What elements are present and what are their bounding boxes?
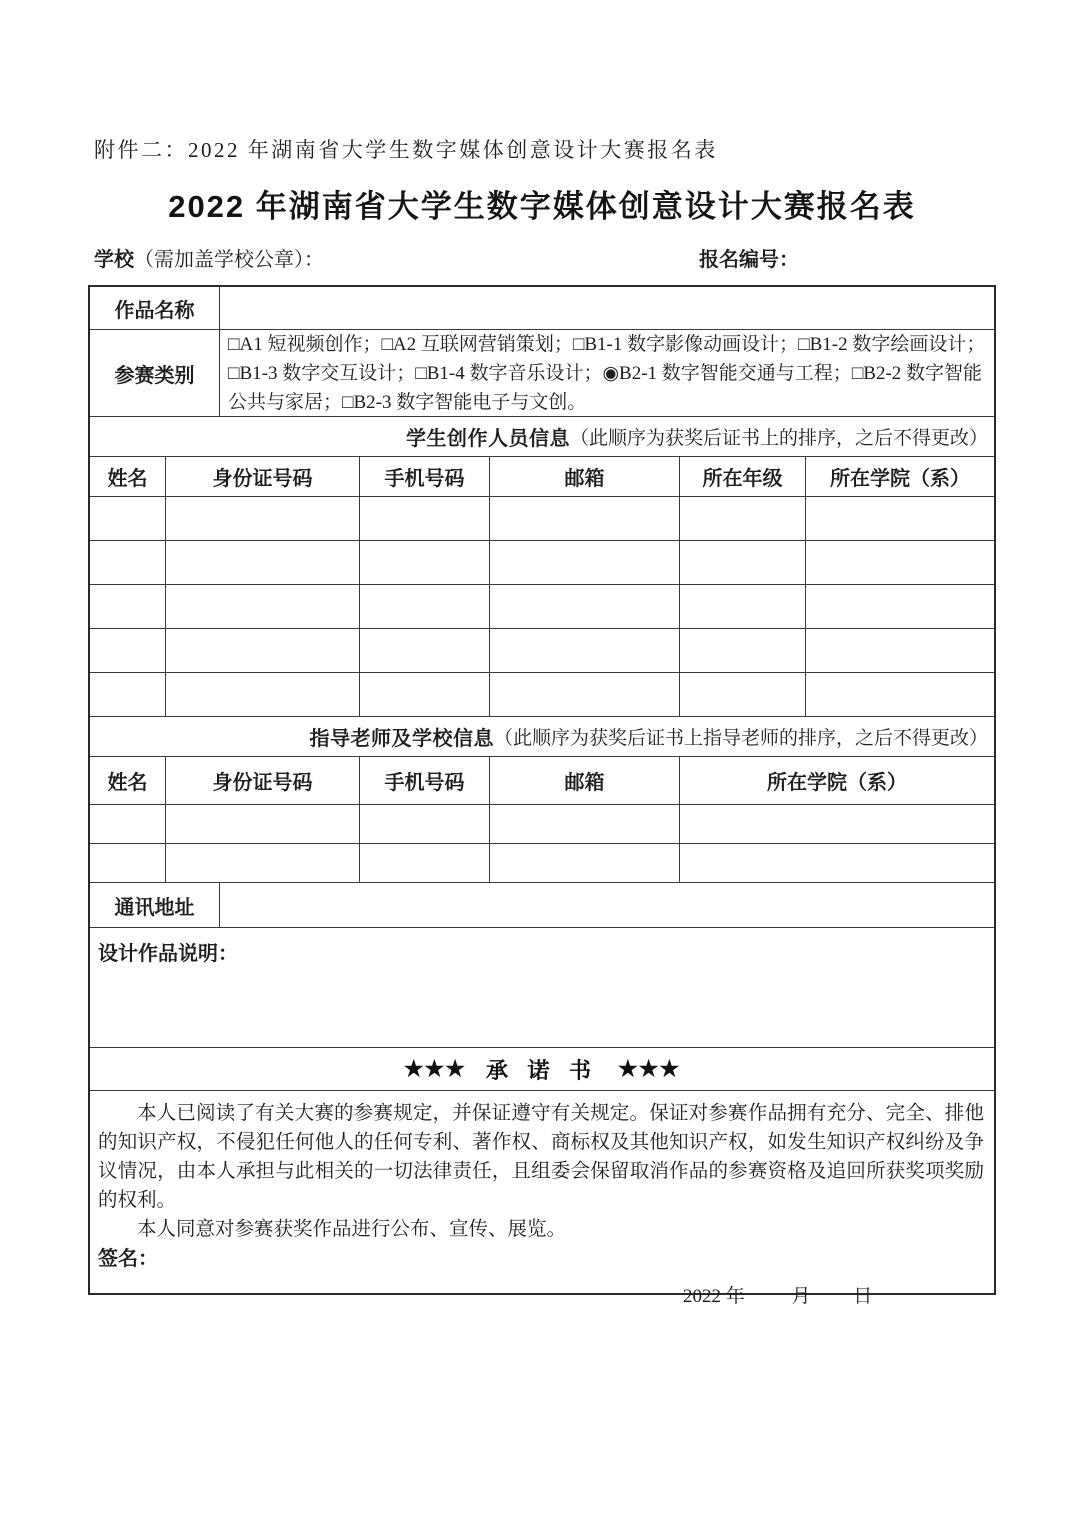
teacher-empty-cell xyxy=(680,805,994,843)
school-note: （需加盖学校公章）： xyxy=(134,249,324,271)
student-row-3 xyxy=(90,585,994,629)
student-empty-cell xyxy=(490,541,680,584)
teachers-header-row xyxy=(90,757,994,805)
school-label: 学校 xyxy=(94,249,134,271)
student-empty-cell xyxy=(680,541,806,584)
school-line xyxy=(94,247,996,274)
student-empty-cell xyxy=(166,585,360,628)
teacher-row-2 xyxy=(90,844,994,883)
teacher-row-1 xyxy=(90,805,994,844)
students-col-header-3: 手机号码 xyxy=(360,457,490,496)
description-row xyxy=(90,928,994,1048)
students-rows xyxy=(90,497,994,717)
promise-paragraph-2: 本人同意对参赛获奖作品进行公布、宣传、展览。 xyxy=(137,1219,567,1240)
teachers-col-header-2: 身份证号码 xyxy=(166,757,360,804)
student-empty-cell xyxy=(90,585,166,628)
teachers-section-title: 指导老师及学校信息 xyxy=(309,728,494,750)
date-month: 月 xyxy=(791,1286,811,1307)
student-empty-cell xyxy=(680,629,806,672)
student-empty-cell xyxy=(680,497,806,540)
page-content xyxy=(88,0,996,1307)
date-line xyxy=(683,1282,984,1311)
form-table xyxy=(88,285,996,1307)
promise-title-row xyxy=(90,1048,994,1091)
date-day: 日 xyxy=(853,1286,873,1307)
teacher-empty-cell xyxy=(166,805,360,843)
student-empty-cell xyxy=(680,585,806,628)
page-title: 2022 年湖南省大学生数字媒体创意设计大赛报名表 xyxy=(168,189,916,224)
description-cell xyxy=(90,928,994,1047)
teachers-col-header-5: 所在学院（系） xyxy=(767,772,907,794)
promise-title xyxy=(90,1048,994,1090)
promise-body-row xyxy=(90,1091,994,1307)
student-row-5 xyxy=(90,673,994,717)
address-label: 通讯地址 xyxy=(90,883,220,927)
student-empty-cell xyxy=(490,673,680,716)
students-col-header-5: 所在年级 xyxy=(680,457,806,496)
students-col-header-1: 姓名 xyxy=(90,457,166,496)
date-year: 2022 年 xyxy=(683,1286,745,1307)
students-col-header-4: 邮箱 xyxy=(490,457,680,496)
student-empty-cell xyxy=(360,585,490,628)
category-option-A2: □A2 互联网营销策划； xyxy=(381,334,573,355)
teachers-section-note: （此顺序为获奖后证书上指导老师的排序，之后不得更改） xyxy=(493,728,988,749)
stars-right-icon: ★★★ xyxy=(618,1056,681,1081)
student-empty-cell xyxy=(90,673,166,716)
students-section-header xyxy=(90,417,994,456)
category-option-B1-1: □B1-1 数字影像动画设计； xyxy=(572,334,799,355)
student-empty-cell xyxy=(360,541,490,584)
category-option-A1: □A1 短视频创作； xyxy=(228,334,382,355)
students-section-note: （此顺序为获奖后证书上的排序，之后不得更改） xyxy=(569,428,988,449)
teacher-empty-cell xyxy=(90,844,166,882)
student-empty-cell xyxy=(166,629,360,672)
student-empty-cell xyxy=(490,585,680,628)
student-empty-cell xyxy=(806,629,994,672)
promise-paragraph-1: 本人已阅读了有关大赛的参赛规定，并保证遵守有关规定。保证对参赛作品拥有充分、完全、排他的知识产权，不侵犯任何他人的任何专利、著作权、商标权及其他知识产权，如发生知识产权纠纷及争议情况，由本人承担与此相关的一切法律责任，且组委会保留取消作品的参赛资格及追回所获奖项奖励的权利。 xyxy=(98,1103,984,1211)
category-option-B2-3: □B2-3 数字智能电子与文创。 xyxy=(342,392,587,413)
signature-label: 签名： xyxy=(98,1248,158,1270)
promise-title-text: 承 诺 书 xyxy=(485,1057,598,1083)
teachers-col-header-1: 姓名 xyxy=(90,757,166,804)
student-empty-cell xyxy=(90,497,166,540)
category-label: 参赛类别 xyxy=(90,330,220,416)
teacher-empty-cell xyxy=(490,844,680,882)
student-empty-cell xyxy=(360,629,490,672)
stars-left-icon: ★★★ xyxy=(403,1056,466,1081)
students-section-title: 学生创作人员信息 xyxy=(405,428,570,450)
promise-body xyxy=(90,1091,994,1307)
category-option-B2-2: □B2-2 数字智能公共与家居； xyxy=(228,363,983,413)
student-empty-cell xyxy=(166,673,360,716)
teacher-empty-cell xyxy=(360,844,490,882)
teacher-empty-cell xyxy=(490,805,680,843)
teacher-empty-cell xyxy=(360,805,490,843)
work-name-field xyxy=(220,287,994,329)
students-header-row xyxy=(90,457,994,497)
category-option-B1-3: □B1-3 数字交互设计； xyxy=(228,363,416,384)
teacher-empty-cell xyxy=(680,844,994,882)
category-option-B1-2: □B1-2 数字绘画设计； xyxy=(798,334,986,355)
description-label: 设计作品说明： xyxy=(98,943,238,965)
teachers-rows xyxy=(90,805,994,883)
student-empty-cell xyxy=(490,629,680,672)
work-name-label: 作品名称 xyxy=(90,287,220,329)
teacher-empty-cell xyxy=(166,844,360,882)
registration-number-label: 报名编号： xyxy=(699,249,799,271)
teachers-section-row xyxy=(90,717,994,757)
student-row-1 xyxy=(90,497,994,541)
student-empty-cell xyxy=(166,497,360,540)
student-empty-cell xyxy=(90,541,166,584)
address-row xyxy=(90,883,994,928)
category-options xyxy=(220,330,994,416)
student-row-2 xyxy=(90,541,994,585)
category-row xyxy=(90,330,994,417)
student-empty-cell xyxy=(806,541,994,584)
category-option-B1-4: □B1-4 数字音乐设计； xyxy=(415,363,603,384)
teachers-col-header-3: 手机号码 xyxy=(360,757,490,804)
student-empty-cell xyxy=(360,497,490,540)
student-empty-cell xyxy=(90,629,166,672)
attachment-line: 附件二：2022 年湖南省大学生数字媒体创意设计大赛报名表 xyxy=(94,138,718,162)
teachers-section-header xyxy=(90,717,994,756)
student-empty-cell xyxy=(806,497,994,540)
category-option-B2-1-checked: ◉B2-1 数字智能交通与工程； xyxy=(602,363,852,384)
students-section-row xyxy=(90,417,994,457)
teachers-col-header-4: 邮箱 xyxy=(490,757,680,804)
teacher-empty-cell xyxy=(90,805,166,843)
address-field xyxy=(220,883,994,927)
student-row-4 xyxy=(90,629,994,673)
student-empty-cell xyxy=(360,673,490,716)
students-col-header-6: 所在学院（系） xyxy=(830,468,970,490)
student-empty-cell xyxy=(490,497,680,540)
students-col-header-2: 身份证号码 xyxy=(166,457,360,496)
student-empty-cell xyxy=(166,541,360,584)
student-empty-cell xyxy=(806,673,994,716)
student-empty-cell xyxy=(680,673,806,716)
student-empty-cell xyxy=(806,585,994,628)
work-name-row xyxy=(90,287,994,330)
